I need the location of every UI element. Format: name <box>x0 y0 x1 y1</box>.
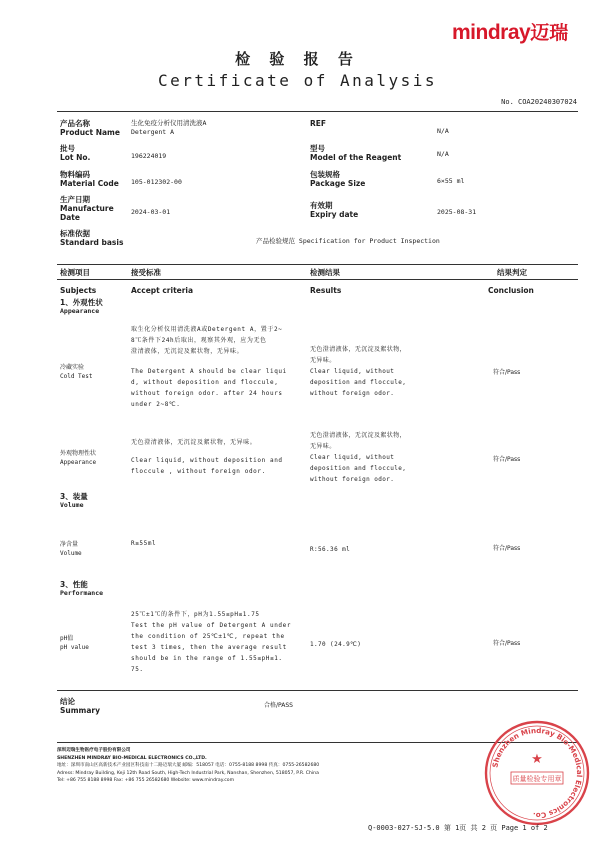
value-en: Detergent A <box>131 128 175 136</box>
material-label <box>60 170 119 188</box>
product-name-value <box>131 119 206 137</box>
appearance-subject <box>60 450 96 467</box>
doc-number: No. COA20240307024 <box>501 98 577 106</box>
criteria-line: floccule , without foreign odor. <box>131 468 266 475</box>
label-cn: 包装规格 <box>310 170 340 179</box>
section-cn: 3、装量 <box>60 492 88 501</box>
cold-test-criteria <box>131 324 306 410</box>
page-footer: Q-0003-027-SJ-5.0 第 1页 共 2 页 Page 1 of 2 <box>368 824 548 832</box>
mfg-date-label <box>60 195 114 222</box>
label-cn: 产品名称 <box>60 119 90 128</box>
label-cn: 物料编码 <box>60 170 90 179</box>
basis-value: 产品检验规范 Specification for Product Inspection <box>256 237 440 245</box>
basis-label <box>60 229 123 247</box>
model-value: N/A <box>437 150 449 158</box>
value-cn: 生化免疫分析仪用清洗液A <box>131 119 207 127</box>
ph-subject <box>60 635 89 652</box>
criteria-line: without foreign odor. after 24 hours <box>131 390 283 397</box>
head-criteria-en: Accept criteria <box>131 286 194 295</box>
criteria-line: d, without deposition and floccule, <box>131 379 279 386</box>
ph-criteria <box>131 609 309 675</box>
criteria-line: the condition of 25℃±1℃, repeat the <box>131 633 285 640</box>
label-cn: 标准依据 <box>60 229 90 238</box>
label-en-2: Date <box>60 213 80 222</box>
label-cn: 型号 <box>310 144 325 153</box>
criteria-line: test 3 times, then the average result <box>131 644 287 651</box>
head-subjects-en: Subjects <box>60 286 97 295</box>
section-performance <box>60 580 103 598</box>
result-line: 无异味。 <box>310 443 336 450</box>
title-en: Certificate of Analysis <box>157 71 438 90</box>
spacer <box>131 448 306 455</box>
mfg-date-value: 2024-03-01 <box>131 208 171 216</box>
lot-value: 196224019 <box>131 152 167 160</box>
label-cn: 有效期 <box>310 201 333 210</box>
subject-en: pH value <box>60 643 89 651</box>
criteria-line: 8℃条件下24h后取出，观察其外观，应为无色 <box>131 337 267 344</box>
result-line: 无色澄清液体，无沉淀及絮状物， <box>310 432 407 439</box>
head-results-cn: 检测结果 <box>310 268 340 277</box>
volume-subject <box>60 541 82 558</box>
section-volume <box>60 492 88 510</box>
stamp-inner-text: 质量检验专用章 <box>512 775 562 783</box>
label-en: Material Code <box>60 179 119 188</box>
company-cn: 深圳迈瑞生物医疗电子股份有限公司 <box>57 748 131 753</box>
summary-label <box>60 697 100 715</box>
criteria-line: 取生化分析仪用清洗液A或Detergent A，置于2~ <box>131 326 283 333</box>
product-name-label <box>60 119 120 137</box>
mindray-logo <box>452 18 568 45</box>
section-en: Volume <box>60 501 84 509</box>
subject-cn: 冷藏实验 <box>60 364 85 371</box>
logo-cn: 迈瑞 <box>530 22 569 44</box>
svg-text:Shenzhen Mindray Bio-Medical E <box>490 726 584 820</box>
head-conclusion-cn: 结果判定 <box>497 268 527 277</box>
subject-cn: 净含量 <box>60 541 79 548</box>
criteria-line: should be in the range of 1.55≤pH≤1. <box>131 655 283 662</box>
company-footer <box>57 747 497 785</box>
volume-conclusion: 符合/Pass <box>493 545 521 552</box>
result-line: 无色澄清液体，无沉淀及絮状物， <box>310 346 407 353</box>
label-cn: 生产日期 <box>60 195 90 204</box>
stamp-star: ★ <box>531 752 543 767</box>
package-value: 6×55 ml <box>437 177 465 185</box>
ph-conclusion: 符合/Pass <box>493 640 521 647</box>
result-line: 无异味。 <box>310 357 336 364</box>
criteria-line: under 2~8℃. <box>131 401 181 408</box>
package-label <box>310 170 365 188</box>
contact-line: Tel: +86 755 8188 8998 Fax: +86 755 26582680 Website: www.mindray.com <box>57 778 235 783</box>
ref-label: REF <box>310 119 327 128</box>
logo-text: mindray <box>452 21 531 44</box>
result-line: Clear liquid, without <box>310 454 395 461</box>
title-cn: 检 验 报 告 <box>235 50 360 68</box>
expiry-value: 2025-08-31 <box>437 208 477 216</box>
criteria-line: 75. <box>131 666 144 673</box>
volume-result: R:56.36 ml <box>310 546 351 553</box>
criteria-line: Test the pH value of Detergent A under <box>131 622 292 629</box>
criteria-line: Clear liquid, without deposition and <box>131 457 283 464</box>
summary-cn: 结论 <box>60 697 75 706</box>
subject-cn: 外观物理性状 <box>60 450 97 457</box>
head-conclusion-en: Conclusion <box>488 286 534 295</box>
subject-en: Volume <box>60 549 82 557</box>
summary-en: Summary <box>60 706 101 715</box>
company-en: SHENZHEN MINDRAY BIO-MEDICAL ELECTRONICS CO.,LTD. <box>57 755 207 761</box>
head-subjects-cn: 检测项目 <box>60 268 90 277</box>
stamp-ring-text: Shenzhen Mindray Bio-Medical Electronics Co. <box>490 725 585 821</box>
criteria-line: 澄清液体，无沉淀及絮状物，无异味。 <box>131 348 244 355</box>
address-en: Adress: Mindray Building, Keji 12th Road South, High-Tech Industrial Park, Nanshan, Shenzhen, 518057, P.R. China <box>57 770 319 776</box>
section-cn: 1、外观性状 <box>60 298 103 307</box>
expiry-label <box>310 201 358 219</box>
cold-test-conclusion: 符合/Pass <box>493 369 521 376</box>
label-en: Standard basis <box>60 238 124 247</box>
label-en: Product Name <box>60 128 120 137</box>
head-criteria-cn: 接受标准 <box>131 268 161 277</box>
criteria-line: 无色澄清液体，无沉淀及絮状物，无异味。 <box>131 439 257 446</box>
section-en: Appearance <box>60 307 100 315</box>
criteria-line: The Detergent A should be clear liqui <box>131 368 287 375</box>
head-results-en: Results <box>310 286 342 295</box>
appearance-result <box>310 430 480 485</box>
cold-test-result <box>310 344 480 399</box>
ph-result: 1.70 (24.9℃) <box>310 641 362 648</box>
label-en: Manufacture <box>60 204 114 213</box>
subject-en: Cold Test <box>60 372 93 380</box>
label-en: Lot No. <box>60 153 91 162</box>
label-en: Expiry date <box>310 210 359 219</box>
cold-test-subject <box>60 364 93 381</box>
quality-stamp-seal <box>482 718 592 828</box>
label-cn: 批号 <box>60 144 75 153</box>
subject-cn: pH值 <box>60 635 74 642</box>
label-en: Model of the Reagent <box>310 153 402 162</box>
material-value: 105-012302-00 <box>131 178 182 186</box>
ref-value: N/A <box>437 127 449 135</box>
result-line: without foreign odor. <box>310 390 395 397</box>
address-cn: 地址：深圳市南山区高新技术产业园区科技南十二路迈瑞大厦 邮编：518057 电话：0755-8188 8998 传真：0755-26582680 <box>57 763 320 768</box>
result-line: deposition and floccule, <box>310 465 407 472</box>
subject-en: Appearance <box>60 458 97 466</box>
section-appearance <box>60 298 103 316</box>
spacer <box>131 357 306 366</box>
model-label <box>310 144 401 162</box>
result-line: deposition and floccule, <box>310 379 407 386</box>
volume-criteria: R≥55ml <box>131 540 157 547</box>
section-cn: 3、性能 <box>60 580 88 589</box>
appearance-conclusion: 符合/Pass <box>493 456 521 463</box>
label-en: Package Size <box>310 179 366 188</box>
appearance-criteria <box>131 437 306 477</box>
criteria-line: 25℃±1℃的条件下，pH为1.55≤pH≤1.75 <box>131 611 260 618</box>
result-line: without foreign odor. <box>310 476 395 483</box>
result-line: Clear liquid, without <box>310 368 395 375</box>
lot-label <box>60 144 90 162</box>
summary-value: 合格/PASS <box>264 702 293 709</box>
section-en: Performance <box>60 589 104 597</box>
